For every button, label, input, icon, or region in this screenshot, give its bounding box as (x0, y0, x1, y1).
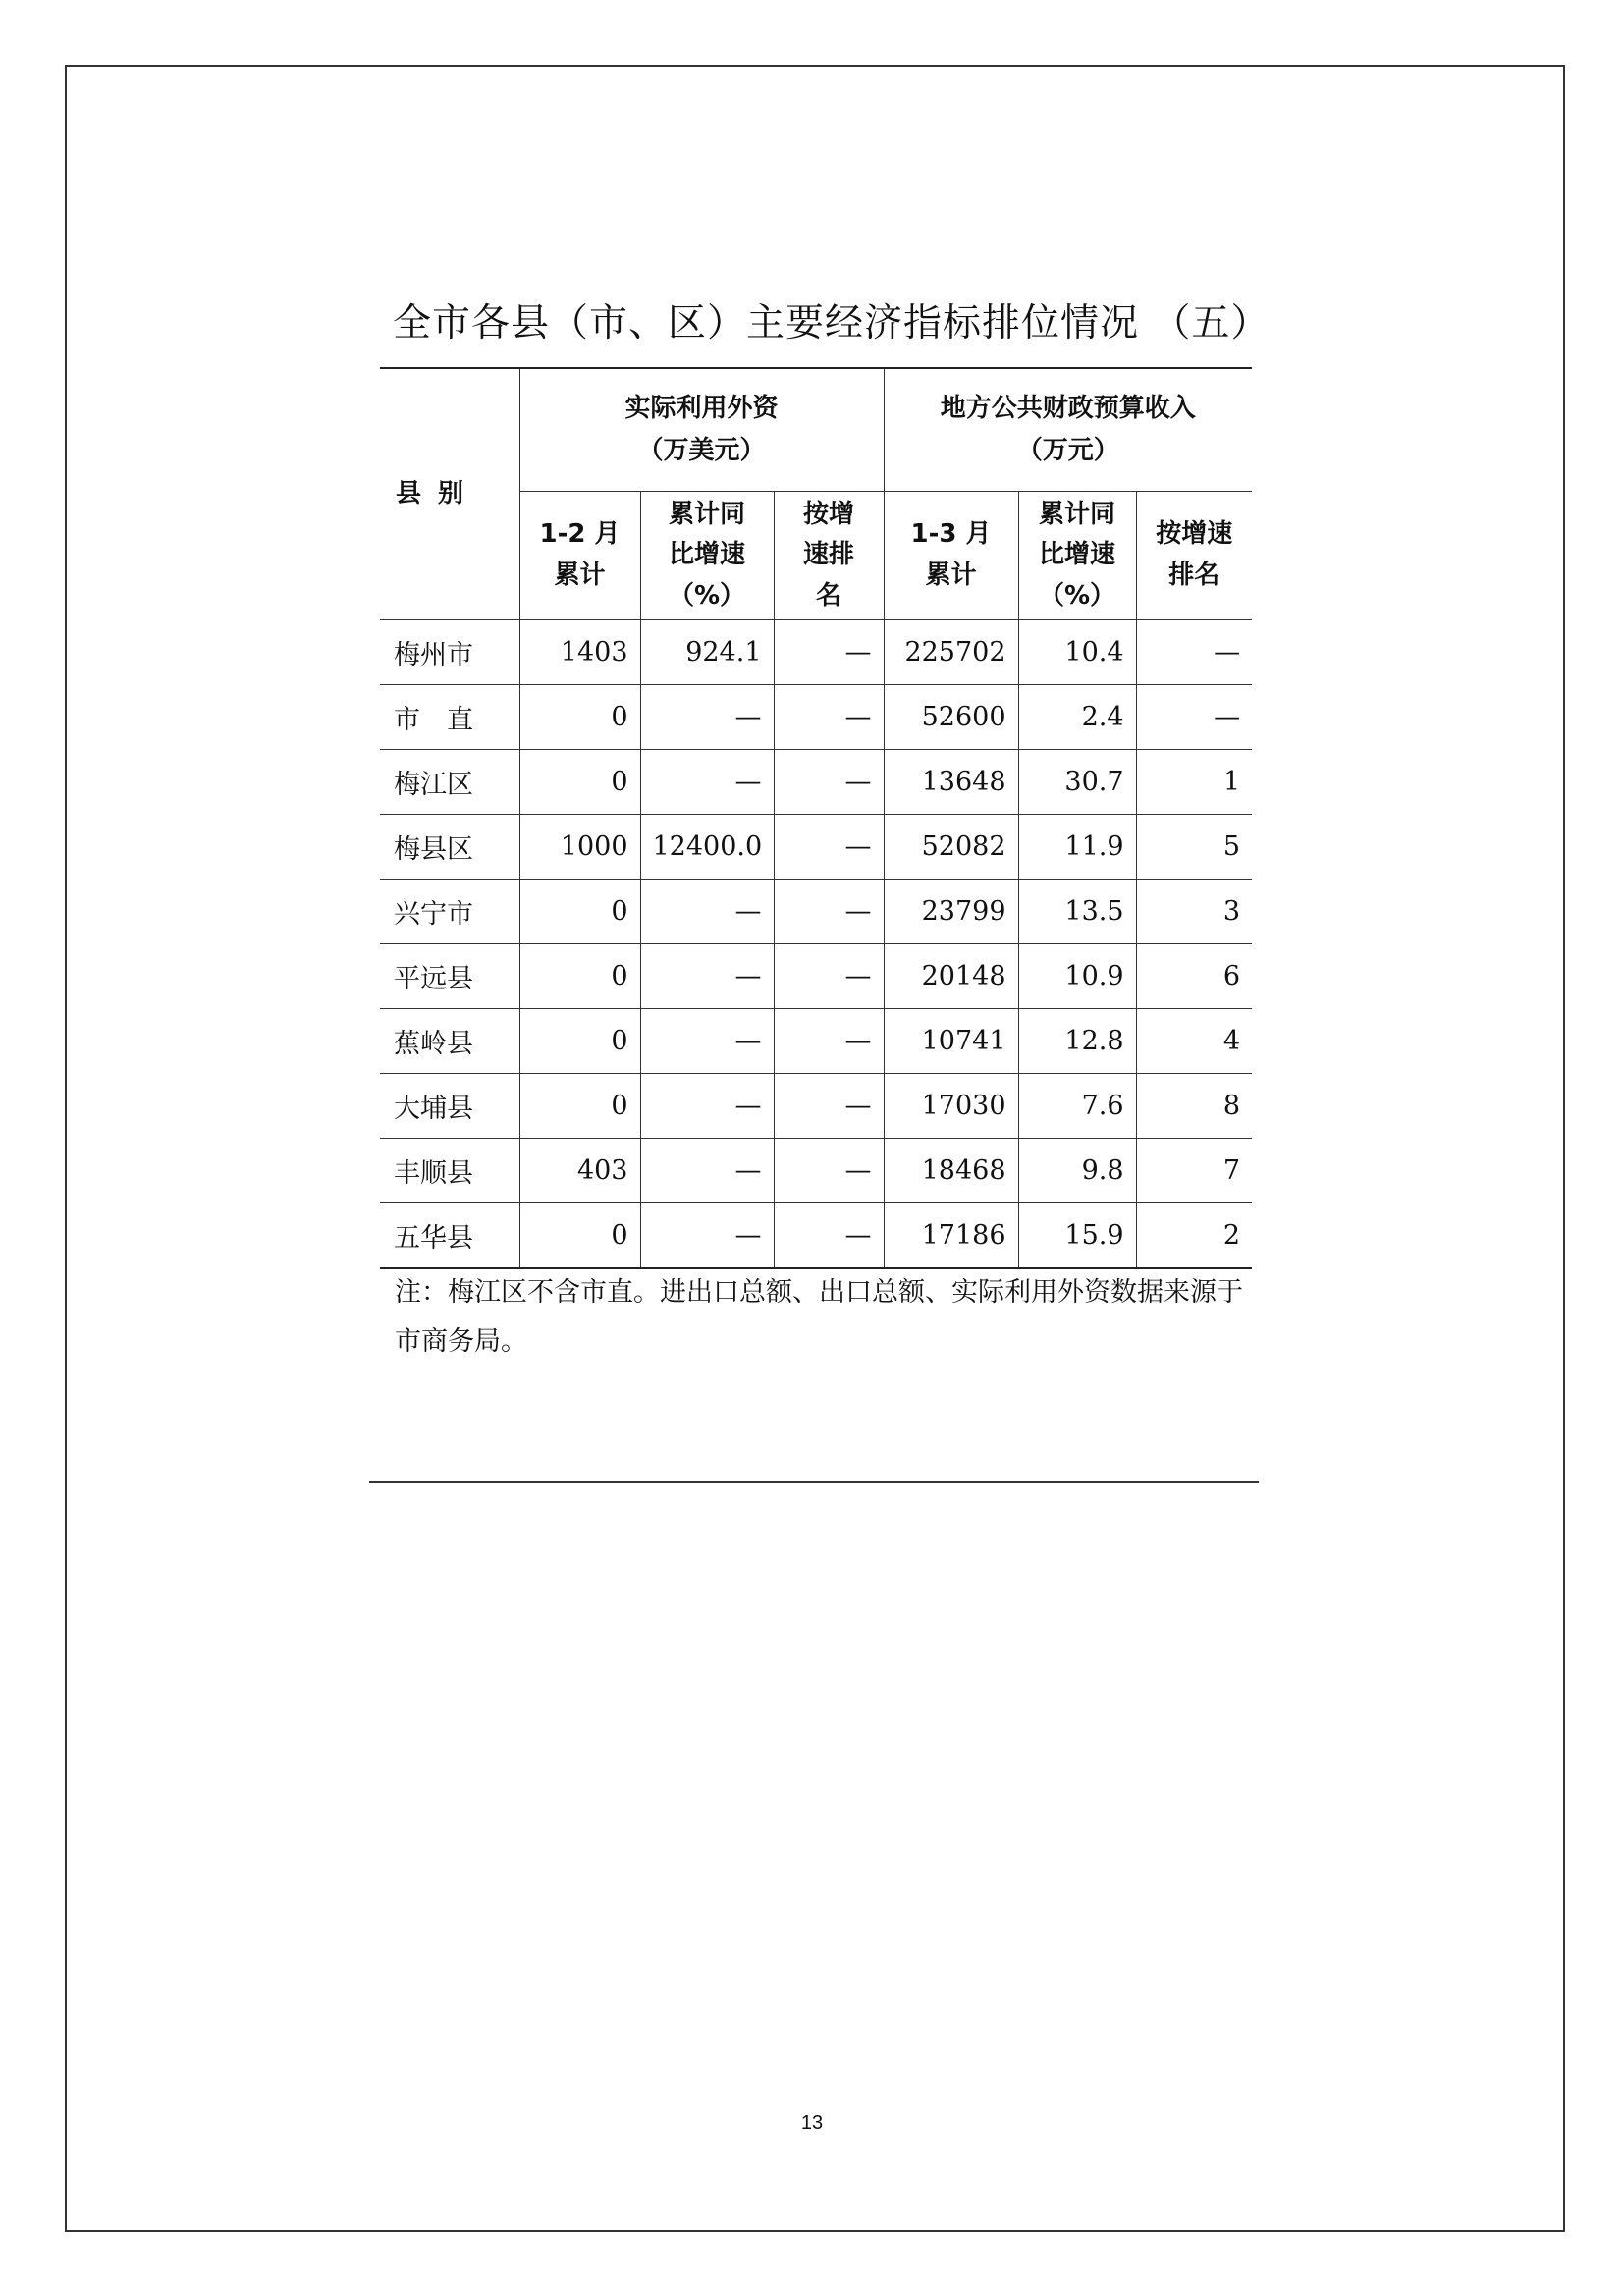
table-row (380, 1074, 1252, 1139)
column-header: 1-2 月 累计 (519, 492, 640, 620)
county-name-cell: 梅县区 (380, 815, 519, 880)
value-cell: — (774, 685, 884, 750)
value-cell: 403 (519, 1139, 640, 1203)
page-number: 13 (800, 2112, 824, 2134)
value-cell: — (640, 944, 774, 1009)
value-cell: 8 (1136, 1074, 1252, 1139)
value-cell: — (1136, 620, 1252, 685)
column-header: 累计同 比增速 （%） (640, 492, 774, 620)
value-cell: 0 (519, 1203, 640, 1269)
value-cell: — (640, 685, 774, 750)
value-cell: 0 (519, 944, 640, 1009)
county-name-cell: 梅江区 (380, 750, 519, 815)
value-cell: — (640, 880, 774, 944)
value-cell: 0 (519, 685, 640, 750)
value-cell: 225702 (884, 620, 1018, 685)
value-cell: — (640, 1139, 774, 1203)
county-header: 县 别 (380, 368, 519, 620)
value-cell: 10741 (884, 1009, 1018, 1074)
county-name-cell: 大埔县 (380, 1074, 519, 1139)
value-cell: — (1136, 685, 1252, 750)
value-cell: 6 (1136, 944, 1252, 1009)
value-cell: 30.7 (1018, 750, 1136, 815)
indicator-table (380, 367, 1252, 1269)
value-cell: 1403 (519, 620, 640, 685)
value-cell: 13648 (884, 750, 1018, 815)
column-header: 按增速 排名 (1136, 492, 1252, 620)
value-cell: 1 (1136, 750, 1252, 815)
page-title: 全市各县（市、区）主要经济指标排位情况 （五） (393, 301, 1271, 346)
value-cell: 3 (1136, 880, 1252, 944)
value-cell: 7.6 (1018, 1074, 1136, 1139)
county-name-cell: 平远县 (380, 944, 519, 1009)
value-cell: 17030 (884, 1074, 1018, 1139)
table-row (380, 1139, 1252, 1203)
value-cell: — (774, 1139, 884, 1203)
county-name-cell: 兴宁市 (380, 880, 519, 944)
value-cell: 17186 (884, 1203, 1018, 1269)
value-cell: — (774, 1074, 884, 1139)
value-cell: 2.4 (1018, 685, 1136, 750)
value-cell: 7 (1136, 1139, 1252, 1203)
column-header: 按增 速排 名 (774, 492, 884, 620)
county-name-cell: 蕉岭县 (380, 1009, 519, 1074)
value-cell: — (640, 1009, 774, 1074)
column-header: 累计同 比增速 （%） (1018, 492, 1136, 620)
fdi-group-header: 实际利用外资 （万美元） (519, 368, 884, 492)
value-cell: 13.5 (1018, 880, 1136, 944)
value-cell: 1000 (519, 815, 640, 880)
value-cell: 18468 (884, 1139, 1018, 1203)
value-cell: 0 (519, 1009, 640, 1074)
value-cell: 10.9 (1018, 944, 1136, 1009)
value-cell: — (774, 880, 884, 944)
value-cell: 23799 (884, 880, 1018, 944)
table-row (380, 1009, 1252, 1074)
value-cell: 0 (519, 750, 640, 815)
value-cell: 12400.0 (640, 815, 774, 880)
table-row (380, 620, 1252, 685)
value-cell: 0 (519, 880, 640, 944)
value-cell: 52082 (884, 815, 1018, 880)
value-cell: 0 (519, 1074, 640, 1139)
table-row (380, 685, 1252, 750)
table-row (380, 944, 1252, 1009)
revenue-group-header: 地方公共财政预算收入 （万元） (884, 368, 1252, 492)
value-cell: 11.9 (1018, 815, 1136, 880)
table-row (380, 750, 1252, 815)
value-cell: 10.4 (1018, 620, 1136, 685)
horizontal-rule (369, 1481, 1259, 1483)
value-cell: 2 (1136, 1203, 1252, 1269)
value-cell: 52600 (884, 685, 1018, 750)
value-cell: 4 (1136, 1009, 1252, 1074)
value-cell: 5 (1136, 815, 1252, 880)
value-cell: — (774, 815, 884, 880)
table-note: 注：梅江区不含市直。进出口总额、出口总额、实际利用外资数据来源于市商务局。 (395, 1277, 1243, 1357)
county-name-cell: 丰顺县 (380, 1139, 519, 1203)
value-cell: — (640, 750, 774, 815)
table-row (380, 880, 1252, 944)
value-cell: 12.8 (1018, 1009, 1136, 1074)
value-cell: 15.9 (1018, 1203, 1136, 1269)
county-name-cell: 五华县 (380, 1203, 519, 1269)
value-cell: — (774, 1203, 884, 1269)
value-cell: 924.1 (640, 620, 774, 685)
value-cell: 9.8 (1018, 1139, 1136, 1203)
value-cell: — (640, 1203, 774, 1269)
column-header: 1-3 月 累计 (884, 492, 1018, 620)
table-body (380, 620, 1252, 1269)
value-cell: — (774, 620, 884, 685)
value-cell: — (774, 944, 884, 1009)
value-cell: — (774, 750, 884, 815)
table-row (380, 1203, 1252, 1269)
county-name-cell: 市 直 (380, 685, 519, 750)
value-cell: 20148 (884, 944, 1018, 1009)
value-cell: — (774, 1009, 884, 1074)
county-name-cell: 梅州市 (380, 620, 519, 685)
value-cell: — (640, 1074, 774, 1139)
table-row (380, 815, 1252, 880)
